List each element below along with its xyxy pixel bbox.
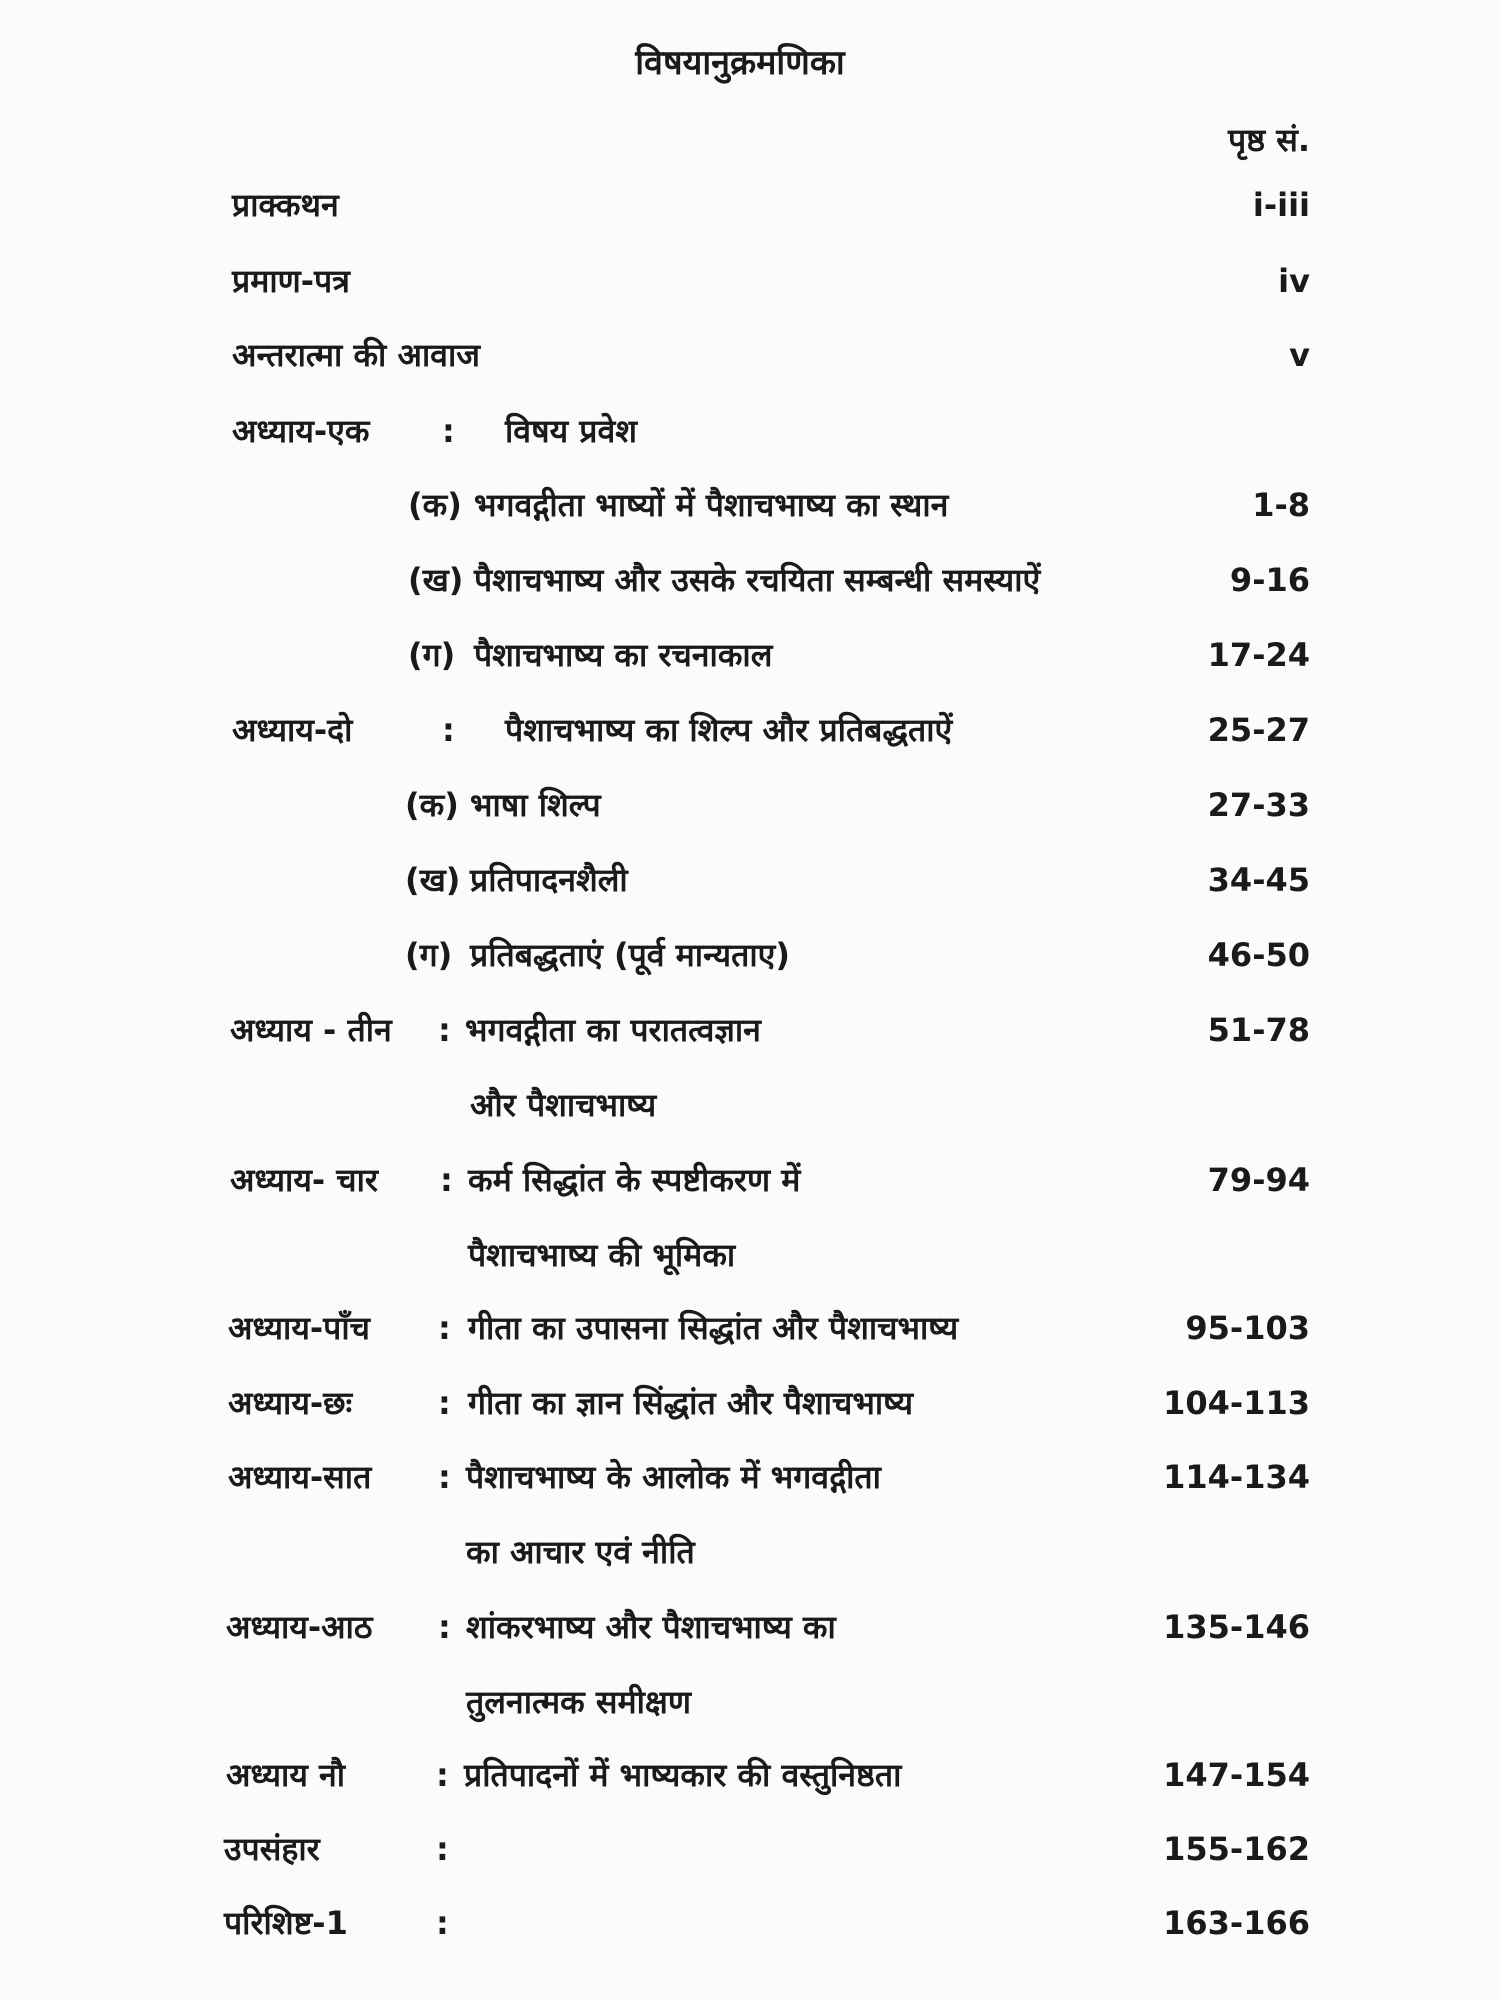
toc-entry-page: 155-162 <box>1163 1830 1310 1868</box>
toc-entry <box>0 1824 1500 1874</box>
toc-entry-page: 95-103 <box>1185 1309 1310 1347</box>
toc-entry-label: प्राक्कथन <box>232 186 339 224</box>
toc-subentry-marker: (ख) <box>405 861 461 899</box>
toc-colon: : <box>438 1458 451 1496</box>
toc-subentry-title: पैशाचभाष्य और उसके रचयिता सम्बन्धी समस्याऐं <box>474 561 1041 599</box>
toc-chapter <box>0 1155 1500 1205</box>
toc-chapter-label: अध्याय-आठ <box>226 1608 373 1646</box>
toc-colon: : <box>438 1384 451 1422</box>
page-number-column-header: पृष्ठ सं. <box>1228 121 1310 159</box>
toc-entry <box>0 180 1500 230</box>
toc-chapter-continuation <box>0 1080 1500 1130</box>
toc-chapter-continuation <box>0 1527 1500 1577</box>
toc-chapter <box>0 1602 1500 1652</box>
toc-entry-page: 27-33 <box>1207 786 1310 824</box>
toc-chapter <box>0 1378 1500 1428</box>
toc-chapter <box>0 406 1500 456</box>
toc-entry-page: i-iii <box>1252 186 1310 224</box>
toc-subentry-title: प्रतिपादनशैली <box>470 861 628 899</box>
toc-chapter <box>0 1750 1500 1800</box>
toc-entry-page: 46-50 <box>1207 936 1310 974</box>
toc-chapter-label: अध्याय-दो <box>232 711 353 749</box>
toc-chapter-title: तुलनात्मक समीक्षण <box>466 1683 691 1721</box>
toc-subentry-title: प्रतिबद्धताएं (पूर्व मान्यताए) <box>470 936 790 974</box>
toc-chapter-title: और पैशाचभाष्य <box>470 1086 657 1124</box>
toc-entry-label: उपसंहार <box>224 1830 320 1868</box>
toc-chapter <box>0 705 1500 755</box>
toc-chapter-title: पैशाचभाष्य की भूमिका <box>468 1236 736 1274</box>
toc-entry-label: प्रमाण-पत्र <box>232 262 350 300</box>
toc-entry-label: अन्तरात्मा की आवाज <box>232 336 481 374</box>
toc-chapter-title: शांकरभाष्य और पैशाचभाष्य का <box>466 1608 836 1646</box>
toc-entry-page: 114-134 <box>1163 1458 1310 1496</box>
toc-colon: : <box>438 1309 451 1347</box>
toc-entry-page: 9-16 <box>1229 561 1310 599</box>
toc-chapter-title: विषय प्रवेश <box>505 412 638 450</box>
toc-chapter-title: पैशाचभाष्य के आलोक में भगवद्गीता <box>466 1458 881 1496</box>
toc-chapter-title: कर्म सिद्धांत के स्पष्टीकरण में <box>468 1161 801 1199</box>
toc-chapter <box>0 1303 1500 1353</box>
toc-entry-page: 34-45 <box>1207 861 1310 899</box>
toc-subentry-title: पैशाचभाष्य का रचनाकाल <box>474 636 773 674</box>
toc-subentry-marker: (क) <box>408 486 462 524</box>
toc-chapter-label: अध्याय-सात <box>228 1458 372 1496</box>
toc-colon: : <box>436 1904 449 1942</box>
toc-chapter <box>0 1005 1500 1055</box>
toc-subentry-marker: (ग) <box>405 936 453 974</box>
toc-chapter-title: का आचार एवं नीति <box>466 1533 695 1571</box>
toc-subentry <box>0 930 1500 980</box>
toc-colon: : <box>440 1161 453 1199</box>
toc-chapter-continuation <box>0 1677 1500 1727</box>
toc-subentry-title: भाषा शिल्प <box>470 786 601 824</box>
toc-colon: : <box>436 1756 449 1794</box>
toc-subentry-title: भगवद्गीता भाष्यों में पैशाचभाष्य का स्थान <box>474 486 949 524</box>
toc-entry <box>0 330 1500 380</box>
toc-colon: : <box>438 1608 451 1646</box>
toc-entry-page: 147-154 <box>1163 1756 1310 1794</box>
toc-colon: : <box>436 1830 449 1868</box>
toc-colon: : <box>442 412 455 450</box>
toc-chapter-title: गीता का ज्ञान सिंद्धांत और पैशाचभाष्य <box>468 1384 914 1422</box>
toc-entry-page: 17-24 <box>1207 636 1310 674</box>
toc-subentry <box>0 480 1500 530</box>
page-title: विषयानुक्रमणिका <box>635 43 845 83</box>
toc-subentry-marker: (ख) <box>408 561 464 599</box>
toc-entry-page: 135-146 <box>1163 1608 1310 1646</box>
toc-chapter-label: अध्याय- चार <box>230 1161 379 1199</box>
toc-subentry-marker: (ग) <box>408 636 456 674</box>
toc-chapter-label: अध्याय नौ <box>226 1756 346 1794</box>
toc-subentry <box>0 630 1500 680</box>
toc-entry <box>0 1898 1500 1948</box>
toc-entry-page: 104-113 <box>1163 1384 1310 1422</box>
toc-colon: : <box>438 1011 451 1049</box>
toc-subentry <box>0 555 1500 605</box>
toc-entry-page: iv <box>1278 262 1310 300</box>
toc-chapter-title: भगवद्गीता का परातत्वज्ञान <box>465 1011 761 1049</box>
toc-chapter-label: अध्याय - तीन <box>230 1011 392 1049</box>
toc-colon: : <box>442 711 455 749</box>
toc-chapter-title: पैशाचभाष्य का शिल्प और प्रतिबद्धताऐं <box>505 711 953 749</box>
toc-chapter-label: अध्याय-पाँच <box>228 1309 370 1347</box>
toc-chapter-label: अध्याय-छः <box>228 1384 353 1422</box>
toc-entry-page: 51-78 <box>1207 1011 1310 1049</box>
toc-entry-page: v <box>1289 336 1310 374</box>
toc-entry-page: 163-166 <box>1163 1904 1310 1942</box>
toc-entry-page: 79-94 <box>1207 1161 1310 1199</box>
toc-entry-page: 1-8 <box>1252 486 1310 524</box>
toc-subentry <box>0 780 1500 830</box>
toc-chapter-title: प्रतिपादनों में भाष्यकार की वस्तुनिष्ठता <box>464 1756 902 1794</box>
toc-chapter-continuation <box>0 1230 1500 1280</box>
toc-entry <box>0 256 1500 306</box>
toc-subentry <box>0 855 1500 905</box>
toc-entry-page: 25-27 <box>1207 711 1310 749</box>
toc-chapter <box>0 1452 1500 1502</box>
toc-chapter-title: गीता का उपासना सिद्धांत और पैशाचभाष्य <box>468 1309 959 1347</box>
toc-entry-label: परिशिष्ट-1 <box>224 1904 348 1942</box>
toc-subentry-marker: (क) <box>405 786 459 824</box>
toc-chapter-label: अध्याय-एक <box>232 412 370 450</box>
